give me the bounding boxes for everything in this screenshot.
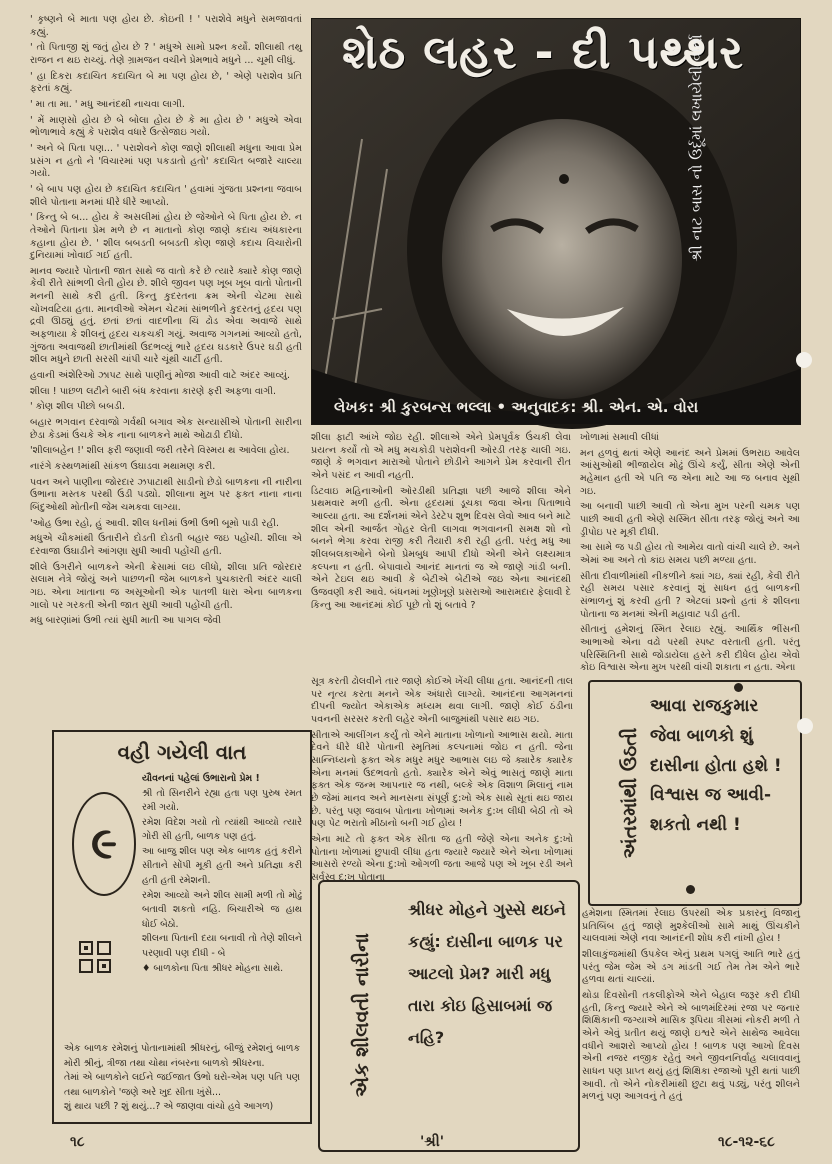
paragraph: ડિટવાઇ મહિનાઓની ઓરડીથી પ્રતિજ્ઞા પછી આજે શીલા એને પ્રથમવાર મળી હતી. એના હૃદયમાં ડૂચકા જવા એના પિતાભાવે આલ્યા હતા. આ દર્શનમાં એને ડેરટેપ શુભ દિવસ લેવો આવ બને માટે શીલ એની આર્જત ગોહર લેતી લાગવા ભગવાનની સમક્ષ શો નો બનને ભેગા કરવા રાજી કરી તૈયારી કરી રહી હતી. પરંતુ મધુ આ શીલબલકાઓને બેનો પ્રેમબુધ આપી દીધો એની એને લક્ષ્યમાત્ર કલ્પના ન હતી. બેપાવાયે આનંદ માનતાં જ એ જાણે ગાંડી બની. એને ટેઇલ થઇ આવી કે બેટીએ બેટીએ જઇ એના આનંદથી ઉજવણી કરી આવે. બંધનમાં ખૂણેખૂણે પ્રસરાઓ આરામદાર ફેલાવી દે કિન્તુ આ આનંદમાં કોઈ પૂછે તો શું બતાવે ? [311, 485, 571, 611]
recap-line: એક બાળક રમેશનું પોતાનામાંથી શ્રીધરનું, બીજું રમેશનું બાળક મોરી શ્રીનું, ત્રીજા તથા ચોથા નંબરના બાળકો શ્રીધરના. [64, 1043, 300, 1069]
paragraph: આ સામે જ પડી હોય તો આમેય વાતો વાંચી ચાલે છે. અને એમાં આ અને તો કાંઇ સમય પછી મળ્યા હતા. [580, 542, 800, 566]
author-translator-credit: લેખક: શ્રી કુરબન્સ ભલ્લા • અનુવાદક: શ્રી. એન. એ. વોરા [334, 398, 699, 416]
left-text-column [30, 14, 302, 719]
story-origin-caption: શ્રી નાટ બાસ નો ઉર્દૂમાં લખાયેલી વાર્તા [687, 34, 706, 262]
punch-hole [796, 352, 812, 368]
paragraph: શીલા ફાટી આંખે જોઇ રહી. શીલાએ એને પ્રેમપૂર્વક ઉંચકી લેવા પ્રયત્ન કર્યો તો એ મધુ મચકોડી પરાશેવની ઓરડી તરફ ચાલી ગઇ. જાણે કે ભગવાન મારાઓ પોતાને છોડીને આગને પ્રેમ કરવાની રીત એને પસંદ ન આવી નહતી. [311, 432, 571, 481]
page-number: ૧૮ [70, 1134, 85, 1150]
paragraph: હમેશના સ્મિતમાં રેલાઇ ઉપરથી એક પ્રકારનું વિજાનું પ્રતિબિંબ હતું જાણે મુશ્કેલીઓ સામે માથું ઊંચકીને ચાલવામાં એણે નવા આનંદની શોધ કરી નાંખી હોય ! [582, 908, 800, 945]
pull-quote-text: આવા રાજકુમાર જેવા બાળકો શું દાસીના હોતા હશે ! વિશ્વાસ જ આવી-શકતો નથી ! [650, 696, 782, 835]
paragraph: નારંગે કસ્થળમાંથી સાંકળ ઉઘાડવા મથામણ કરી. [30, 461, 216, 472]
recap-line: યૌવનનાં પહેલાં ઉભારાનો પ્રેમ ! [142, 773, 260, 784]
decorative-dot [686, 885, 695, 894]
paragraph: થોડા દિવસોની તકલીફોએ એને બેહાલ જરૂર કરી દીધી હતી, કિન્તુ જ્યારે એને એ બાળમંદિરમાં રજા પર જનાર શિક્ષિકાની જગ્યાએ માસિક રૂપિયા ત્રીસમાં નોકરી મળી તે એને એવું પ્રતીત થયું જાણે ઇશ્વરે એને સાથેજ આવેલા વધીને આશરો આપ્યો હોય ! બાળક પણ આખો દિવસ એની નજર નજીક રહેતું અને જીવનનિર્વાહ ચલાવવાનું સાધન પણ પ્રાપ્ત થયું હતું શિક્ષિકા રજાઓ પૂરી થતાં પાછી આવી. તો એને નોકરીમાંથી છુટા થવું પડ્યું, પરંતુ શીલને મળનું પણ આગવનું તે હતું [582, 989, 800, 1103]
recap-line: શું થાય પછી ? શું થયું...? એ જાણવા વાંચો હવે આગળ) [64, 1101, 274, 1113]
paragraph: શીલાકુંજમાંથી ઉપકેલ એનું પ્રથમ પગલું આતિ ભારે હતું પરંતુ જેમ જેમ એ ડગ માંડતી ગઈ તેમ તેમ એને ભારે હળવા થતાં ચાલ્યાં. [582, 948, 800, 986]
paragraph: સૂત્ર કરતી ઢોલવીને તાર જાણે કોઈએ ખેંચી લીધા હતા. આનંદની તાલ પર નૃત્ય કરતા મનને એક અંધારો લાગ્યો. આનંદના આગમનનાં દીપની જ્યોત એકાએક મધ્યમ થવા લાગી. જાણે કોઈ ઠંડીના પવનની સરસર કરતી લહેર એની બાજુમાંથી પસાર થઇ ગઇ. [311, 676, 573, 725]
middle-text-column-continued [311, 676, 573, 883]
paragraph: 'શીલાબહેન !' શીલ ફરી જણાવી જરી તરેને વિસ્મય થ આવેલા હોય. [30, 445, 290, 457]
recap-line: આ બાજુ શીલ પણ એક બાળક હતું કરીને સીતાને સોંપી મૂકી હતી અને પ્રતિજ્ઞા કરી હતી હતી રમેશની. [142, 845, 302, 887]
middle-text-column [311, 432, 571, 672]
recap-line: શીલના પિતાની દયા બનાવી તો તેણે શીલને પરણાવી પણ દીધી - બે [142, 933, 302, 959]
recap-number: ૯ [72, 792, 136, 896]
paragraph: શીલે ઉગરીને બાળકને એની ક્રેસામાં લઇ લીધો, શીલા પ્રતિ જોરદાર સલામ નેત્રે જોયું અને પાછળની જેમ બાળકને પુચકારતી અંદર ચાલી ગઇ. એના ખાતાના જ અસૂઓની એક પાતળી ધારા એના બાળકના ગાલો પર ગરકતી એની જાત સુધી આવી પહોંચી હતી. [30, 561, 302, 611]
paragraph: ' કૃષ્ણને બે માતા પણ હોય છે. કોઇની ! ' પરાશેવે મધુને સમજાવતાં કહ્યું. [30, 14, 302, 38]
paragraph: ' હા દિકરા કદાચિત કદાચિત બે મા પણ હોય છે, ' એણે પરાશેવ પ્રતિ ફરતાં કહ્યું. [30, 70, 302, 95]
recap-title: વહી ગયેલી વાત [117, 740, 247, 764]
paragraph: હવાની અંશેરિઓ ઝાપટ સાથે પાણીનું મોજા આવી વાટે અંદર આવ્યું. [30, 370, 291, 382]
paragraph: પવન અને પાણીના જોરદાર ઝપાટાથી સાડીનો છેડો બાળકના ની નારીના ઉભાના મસ્તક પરથી ઉડી પડ્યો. શીલાના મુખ પર ફક્ત નાના નાના બિંદુઓથી મોતીની જેમ ચમકવા લાગ્યા. [30, 476, 302, 513]
recap-line: રમેશ આવ્યો અને શીલ સામી મળી તો મોઢું બતાવી શકતો નહિ. બિચારીએ જ હાથ ધોઈ બેઠો. [142, 889, 302, 930]
punch-hole [797, 718, 813, 734]
hero-illustration [311, 18, 801, 425]
magazine-name: 'શ્રી' [420, 1134, 444, 1150]
paragraph: બહાર ભગવાન દરવાજો ગર્વથી બગાવ એક સન્યાસીએ પોતાની સારીના છેડા કેડમાં ઉંચકે એક નાના બાળકને માથે ઓઢાડી દીધો. [30, 417, 302, 441]
paragraph: ' બે બાપ પણ હોય છે કદાચિત કદાચિત ' હવામાં ગુંજતા પ્રશ્નના જવાબ શીલે પોતાના મનમાં ધીરે ધીરે આપ્યો. [30, 183, 302, 208]
issue-date: ૧૮-૧૨-૬૮ [718, 1134, 775, 1150]
paragraph: ' તો પિતાજી શું જતું હોય છે ? ' મધુએ સામો પ્રશ્ન કર્યો. શીલાથી તથુ રાજન ન થઇ રાચ્યું. તેણે ગ્રામજન વચીને પ્રેમભાવે મધુને ... ચૂમી લીધું. [30, 42, 302, 66]
paragraph: શીલા ! પાછળ લટીને બારી બંધ કરવાના કારણે ફરી અફળા વાગી. [30, 385, 276, 397]
grid-ornament-icon [78, 940, 114, 976]
recap-line: ♦ બાળકોના પિતા શ્રીધર મોહના સાથે. [142, 962, 284, 974]
paragraph: એના માટે તો ફક્ત એક સીતા જ હતી જેણે એના અનેક દુ:ખો પોતાના ખોળામાં છુપાવી લીધા હતા જ્યારે જ્યારે એને એના ખોળામાં આસરો રળ્યો એના દુ:ખો ઓગળી જતા આજે પણ એ ખૂબ રડી અને સર્વસ્વ દુ:ખ પોતાના [311, 833, 573, 883]
paragraph: 'ઓહ ઉભા રહો, હું આવી. શીલ ધનીમાં ઉભી ઉભી બૂમો પાડી રહી. [30, 517, 280, 529]
paragraph: સીતા દીવાળીમાંથી નીકળીને ક્યાં ગઇ, ક્યાં રહી, કેવી રીતે રહી સમય પસાર કરવાનું શું સાધન હતું બાળકની સંભાળનું શું કરવી હતી ? એટલાં પ્રશ્નો હતાં કે શીલના પોતાના જ મનમાં એની મહાવાટ પડી હતી. [580, 570, 800, 620]
paragraph: મધુ બારણાંમાં ઉભી ત્યાં સુધી માતી આ પાગલ જેવી [30, 615, 222, 627]
pull-quote-vertical-label: અંતરમાંથી ઉઠતી [619, 727, 641, 859]
recap-line: તેમાં એ બાળકોને લઈને જઈજાત ઉભો ઘરો-એમ પણ પતિ પણ તથા બાળકોને 'જણે અરે ખુદ સીતા ખુંસે... [64, 1072, 300, 1098]
paragraph: ' મા તા મા. ' મધુ આનંદથી નાચવા લાગી. [30, 98, 185, 110]
quote-box-2-vertical-label: એક શીલવતી નારીના [351, 933, 373, 1097]
recap-text-bottom [64, 1042, 300, 1116]
paragraph: મન હળવું થતાં એણે આનંદ અને પ્રેમમાં ઉભરાઇ આવેલ આંસુઓથી ભીજાયેલ મોઢું ઊંચે કર્યું, સીતા એણે એની મહેમાન હતી એ પતિ જ એના માટે આ જ બનાવ સૂથી ગઇ. [580, 447, 800, 497]
story-title: શેઠ લહર - દી પથ્થર [342, 25, 745, 79]
quote-box-2-text: શ્રીધર મોહને ગુસ્સે થઇને કહ્યું: દાસીના બાળક પર આટલો પ્રેમ? મારી મધુ તારા કોઇ હિસાબમાં જ નહિ? [408, 900, 566, 1047]
paragraph: ' કોણ શીલ પીછો બબડી. [30, 401, 126, 413]
right-text-column [580, 432, 800, 674]
paragraph: ' મેં માણસો હોય છે બે બોલા હોય છે કે મા હોય છે ' મધુએ એવા ભોળાભાવે કહ્યું કે પરાશેવ વધારે ઉત્સેજાઇ ગયો. [30, 114, 302, 139]
paragraph: આ બનાવી પાછી આવી તો એના મુખ પરની ચમક પણ પાછી આવી હતી એણે સસ્મિત સીતા તરફ જોયું અને આ ડ્રીપોઇ પર મૂકી દીધી. [580, 501, 800, 538]
recap-text [142, 772, 302, 1042]
paragraph: માનવ જ્યારે પોતાની જાત સાથે જ વાતો કરે છે ત્યારે ક્યારે કોણ જાણે કેવી રીતે સાંભળી લેતી હોય છે. શીલે જીવન પણ ખૂબ ખૂબ વાતો પોતાની મનની સાથે કરી હતી. કિન્તુ કુદરતના ક્રમ એની ચેટમા સાથે ચોખવટિયા હતા. માનવીઓ એમન ચેટમાં સાંભળીને કુદરતનું હૃદય પણ દ્રવી ઊઠ્યું હતું. છતાં છતાં વાદળીના ચિં ઢોડ એવા અવાજે સાથે અફળાયા કે શીલનું હૃદય ચકચકી ગયું. અવાજ ગગનમાં આવ્યો હતો, ગુંજતા અવાજથી છાતીમાંથી ઉદભવ્યું ભારે હૃદય ઘડકારે ઉપર ઘડી હતી શીલ મધુને છાતી સરસી ચાંપી ચારે ચૂંથી ચાર્ટી હતી. [30, 265, 302, 366]
decorative-dot [734, 683, 743, 692]
paragraph: મધુએ ચૌકમાંથી ઉતારીને દોડતી દોડતી બહાર જઇ પહોંચી. શીલા એ દરવાજા ઉઘાડીને આંગણા સુધી આવી પહોંચી હતી. [30, 533, 302, 557]
paragraph: ખોળામાં સમાવી લીધાં [580, 432, 660, 443]
recap-line: રમેશ વિદેશ ગયો તો ત્યાંથી આવ્યો ત્યારે ગોરી સી હતી, બાળક પણ હતું. [142, 816, 302, 843]
recap-line: શ્રી તો સિનરીને રહ્યા હતા પણ પુરુષ રમત રમી ગયો. [142, 787, 302, 814]
paragraph: ' અને બે પિતા પણ... ' પરાશેવને કોણ જાણે શીલાથી મધુના આવા પ્રેમ પ્રસંગ ન હતો ને 'વિચારમાં પણ પકડાતો હતો' કદાચિત બજારે ચાલ્યા ગયો. [30, 142, 302, 180]
paragraph: સીતાનું હમેશનું સ્મિત રેલાઇ રહ્યું. આર્થિક ભીંસની આભાઓ એના વઢો પરથી સ્પષ્ટ વરતાતી હતી. પરંતુ પરિસ્થિતિની સાથે જોડાયેલા હસ્તે કરી દીધેલ હોય એવો કોઇ વિશ્વાસ એના મુખ પરથી વાંચી શકાતા ન હતા. એના [580, 624, 800, 674]
bottom-right-text [582, 908, 800, 1133]
recap-ornament [78, 940, 114, 976]
paragraph: સીતાએ આલીંગન કર્યું તો એને માતાના ખોળાનો આભાસ થયો. માતા દેવને ધીરે ધીરે પોતાની સ્મૃતિમાં કલ્પનામાં જોઇ ન હતી. જેના સાન્નિધ્યનો ફક્ત એક મધુર મધુર આભાસ લઇ જે ક્યારેક ક્યારેક એના મનમાં ઉદભવતો હતો. ક્યારેક એને એવું ભાસતું જાણે માતા ફક્ત એક જન્મ આપનાર જ નથી, બલ્કે એક વિશાળ મિલાનું નામ છે જેમાં માનવ અને માનસના સંપૂર્ણ દુ:ખો એક સાથે સૂતાં થઇ જાય છે. પરંતુ પણ જવાબ પોતાના ખોળામાં અનેક દુ:ખ લીધી બેઠી તો એ પણ પેટ ભરાતો મીઠાનો બની ગઈ હોય ! [311, 729, 573, 830]
previous-story-box [52, 730, 312, 1124]
paragraph: ' કિન્તુ બે બ... હોય કે અસલીમાં હોય છે જેઓને બે પિતા હોય છે. ન તેઓને પિતાના પ્રેમ મળે છે ન માતાનો કોણ જાણે કદાચ અંધકારના કહાના હોય છે. ' શીલ બબડતી બબડતી કોણ જાણે કદાચ વિચારોની દુનિયામાં ખોવાઈ ગઈ હતી. [30, 212, 302, 262]
